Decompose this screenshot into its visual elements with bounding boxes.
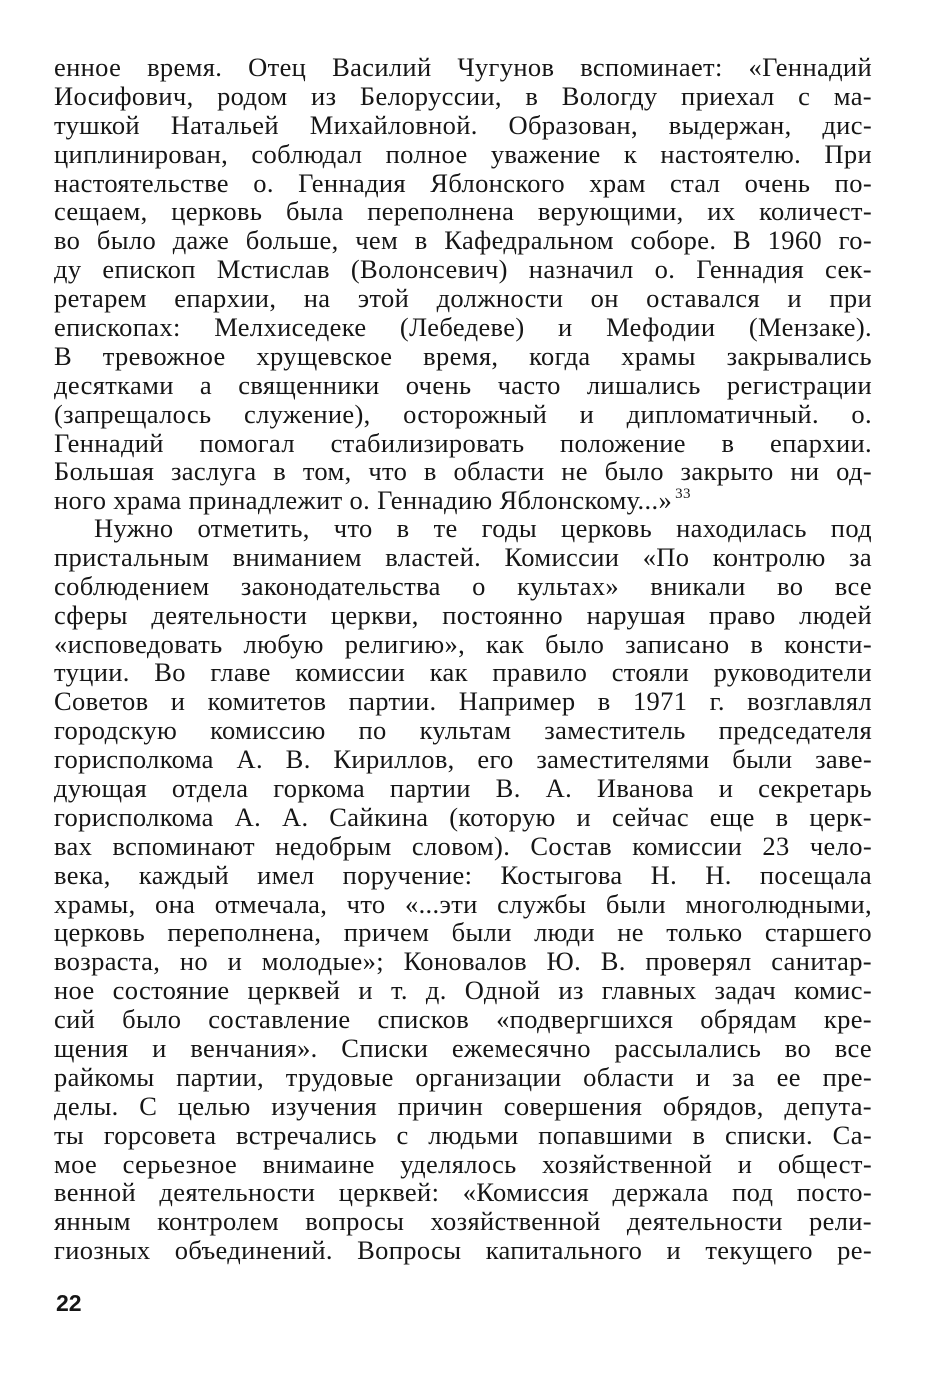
text-line: городскую комиссию по культам заместитель председателя — [54, 715, 872, 746]
text-line: сий было составление списков «подвергшихся обрядам кре- — [54, 1004, 872, 1035]
text-line: ретарем епархии, на этой должности он оставался и при — [54, 283, 872, 314]
text-line: «исповедовать любую религию», как было записано в консти- — [54, 628, 872, 659]
text-line: пристальным вниманием властей. Комиссии «По контролю за — [54, 541, 872, 572]
text-line: гиозных объединений. Вопросы капитального и текущего ре- — [54, 1235, 872, 1266]
text-line: возраста, но и молодые»; Коновалов Ю. В. проверял санитар- — [54, 946, 872, 977]
text-line: янным контролем вопросы хозяйственной деятельности рели- — [54, 1206, 872, 1237]
text-line: ты горсовета встречались с людьми попавшими в списки. Са- — [54, 1119, 872, 1150]
text-line: мое серьезное внимаине уделялось хозяйственной и общест- — [54, 1148, 872, 1179]
text-line: Советов и комитетов партии. Например в 1971 г. возглавлял — [54, 686, 872, 717]
text-line: тушкой Натальей Михайловной. Образован, выдержан, дис- — [54, 109, 872, 140]
text-line: циплинирован, соблюдал полное уважение к настоятелю. При — [54, 138, 872, 169]
text-line: горисполкома А. В. Кириллов, его заместителями были заве- — [54, 744, 872, 775]
text-line-content: ного храма принадлежит о. Геннадию Яблонскому...» — [54, 485, 673, 516]
text-line: В тревожное хрущевское время, когда храмы закрывались — [54, 340, 872, 371]
paragraph-1 — [54, 53, 872, 515]
text-line: века, каждый имел поручение: Костыгова Н. Н. посещала — [54, 859, 872, 890]
text-line: ное состояние церквей и т. д. Одной из главных задач комис- — [54, 975, 872, 1006]
text-line-with-footnote — [54, 486, 872, 515]
text-line: щения и венчания». Списки ежемесячно рассылались во все — [54, 1033, 872, 1064]
text-line: епископах: Мелхиседеке (Лебедеве) и Мефодии (Мензаке). — [54, 312, 872, 343]
text-line: (запрещалось служение), осторожный и дипломатичный. о. — [54, 398, 872, 429]
footnote-reference: 33 — [675, 486, 691, 503]
text-line: дующая отдела горкома партии В. А. Иванова и секретарь — [54, 773, 872, 804]
text-line: венной деятельности церквей: «Комиссия держала под посто- — [54, 1177, 872, 1208]
text-line: церковь переполнена, причем были люди не только старшего — [54, 917, 872, 948]
text-line: настоятельстве о. Геннадия Яблонского храм стал очень по- — [54, 167, 872, 198]
page-number: 22 — [56, 1290, 82, 1316]
text-line: ду епископ Мстислав (Волонсевич) назначил о. Геннадия сек- — [54, 254, 872, 285]
text-line: райкомы партии, трудовые организации области и за ее пре- — [54, 1061, 872, 1092]
text-line: храмы, она отмечала, что «...эти службы были многолюдными, — [54, 888, 872, 919]
text-line: десятками а священники очень часто лишались регистрации — [54, 369, 872, 400]
text-line: туции. Во главе комиссии как правило стояли руководители — [54, 657, 872, 688]
text-line: делы. С целью изучения причин совершения обрядов, депута- — [54, 1090, 872, 1121]
text-line: Иосифович, родом из Белоруссии, в Вологду приехал с ма- — [54, 80, 872, 111]
text-line: во было даже больше, чем в Кафедральном соборе. В 1960 го- — [54, 225, 872, 256]
text-line: горисполкома А. А. Сайкина (которую и сейчас еще в церк- — [54, 801, 872, 832]
paragraph-2 — [54, 514, 872, 1265]
text-line: сещаем, церковь была переполнена верующими, их количест- — [54, 196, 872, 227]
text-line: Большая заслуга в том, что в области не было закрыто ни од- — [54, 456, 872, 487]
text-line: енное время. Отец Василий Чугунов вспоминает: «Геннадий — [54, 52, 872, 82]
text-line: Геннадий помогал стабилизировать положение в епархии. — [54, 427, 872, 458]
text-line: Нужно отметить, что в те годы церковь находилась под — [94, 513, 872, 543]
text-line: вах вспоминают недобрым словом). Состав комиссии 23 чело- — [54, 830, 872, 861]
text-line: сферы деятельности церкви, постоянно нарушая право людей — [54, 599, 872, 630]
text-line: соблюдением законодательства о культах» вникали во все — [54, 570, 872, 601]
